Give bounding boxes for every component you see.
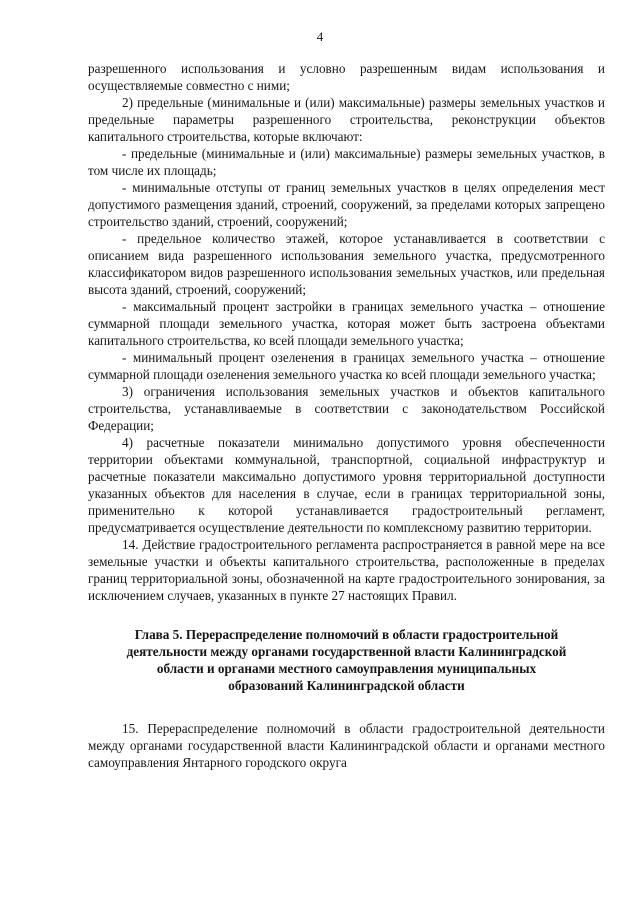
chapter-heading bbox=[88, 626, 605, 694]
page-number: 4 bbox=[316, 29, 324, 44]
chapter-heading-line: образований Калининградской области bbox=[228, 678, 465, 693]
paragraph-bullet-greening: - минимальный процент озеленения в границах земельного участка – отношение суммарной площади озеленения земельного участка ко всей площади земельного участка; bbox=[88, 350, 605, 382]
paragraph-item-2: 2) предельные (минимальные и (или) максимальные) размеры земельных участков и предельные параметры разрешенного строительства, реконструкции объектов капитального строительства, которые включают: bbox=[88, 95, 605, 144]
paragraph-15: 15. Перераспределение полномочий в области градостроительной деятельности между органами государственной власти Калининградской области и органами местного самоуправления Янтарного городского округа bbox=[88, 721, 605, 770]
chapter-heading-line: Глава 5. Перераспределение полномочий в области градостроительной bbox=[134, 627, 559, 642]
paragraph-item-3: 3) ограничения использования земельных участков и объектов капитального строительства, устанавливаемые в соответствии с законодательством Российской Федерации; bbox=[88, 384, 605, 433]
document-body bbox=[88, 60, 605, 771]
paragraph-item-4: 4) расчетные показатели минимально допустимого уровня обеспеченности территории объектами коммунальной, транспортной, социальной инфраструктур и расчетные показатели максимально допустимого уровня территориальной доступности указанных объектов для населения в случае, если в границах территориальной зоны, применительно к которой устанавливается градостроительный регламент, предусматривается осуществление деятельности по комплексному развитию территории. bbox=[88, 435, 605, 535]
paragraph-bullet-build-coverage: - максимальный процент застройки в границах земельного участка – отношение суммарной площади земельного участка, которая может быть застроена объектами капитального строительства, ко всей площади земельного участка; bbox=[88, 299, 605, 348]
paragraph-continuation: разрешенного использования и условно разрешенным видам использования и осуществляемые совместно с ними; bbox=[88, 61, 605, 93]
paragraph-bullet-plot-sizes: - предельные (минимальные и (или) максимальные) размеры земельных участков, в том числе их площадь; bbox=[88, 146, 605, 178]
paragraph-bullet-floors: - предельное количество этажей, которое устанавливается в соответствии с описанием вида разрешенного использования земельного участка, предусмотренного классификатором видов разрешенного использования земельных участков, или предельная высота зданий, строений, сооружений; bbox=[88, 231, 605, 297]
chapter-heading-line: области и органами местного самоуправления муниципальных bbox=[156, 661, 537, 676]
paragraph-bullet-setbacks: - минимальные отступы от границ земельных участков в целях определения мест допустимого размещения зданий, строений, сооружений, за пределами которых запрещено строительство зданий, строений, сооружений; bbox=[88, 180, 605, 229]
chapter-heading-line: деятельности между органами государственной власти Калининградской bbox=[126, 644, 567, 659]
paragraph-14: 14. Действие градостроительного регламента распространяется в равной мере на все земельные участки и объекты капитального строительства, расположенные в пределах границ территориальной зоны, обозначенной на карте градостроительного зонирования, за исключением случаев, указанных в пункте 27 настоящих Правил. bbox=[88, 537, 605, 603]
